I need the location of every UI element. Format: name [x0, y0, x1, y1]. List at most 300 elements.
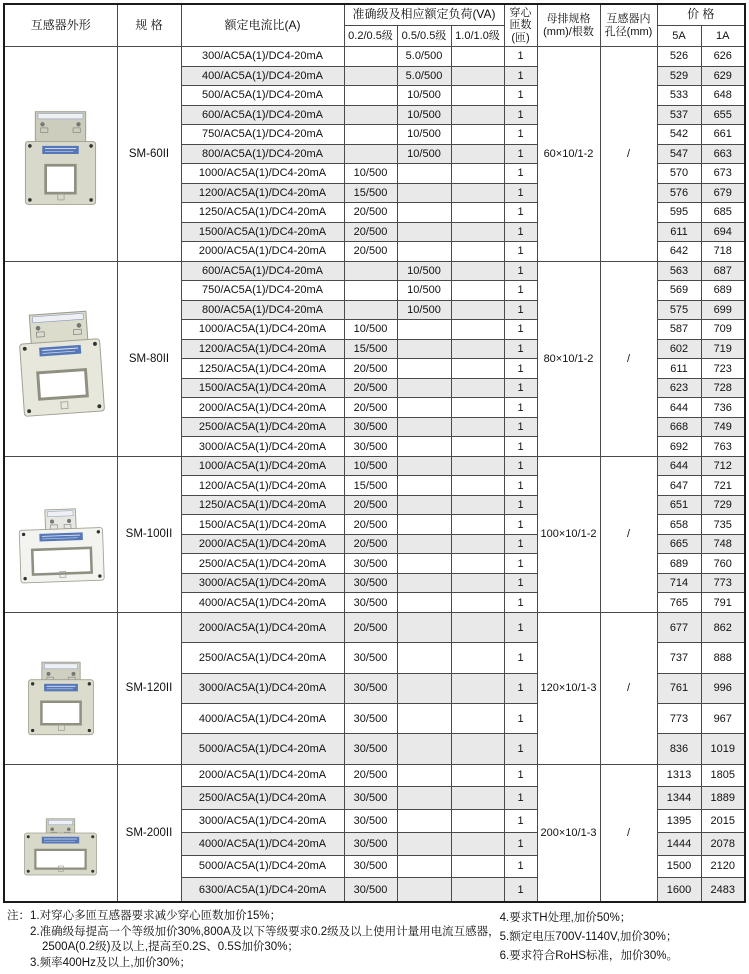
accuracy-05-cell: 5.0/500 — [397, 47, 451, 67]
turns-cell: 1 — [504, 612, 537, 642]
accuracy-10-cell — [451, 261, 504, 281]
price-5a-cell: 644 — [657, 456, 701, 476]
header-spec: 规 格 — [117, 4, 181, 47]
accuracy-10-cell — [451, 66, 504, 86]
accuracy-10-cell — [451, 534, 504, 554]
accuracy-10-cell — [451, 398, 504, 418]
accuracy-05-cell — [397, 378, 451, 398]
turns-cell: 1 — [504, 734, 537, 764]
price-1a-cell: 712 — [701, 456, 745, 476]
price-1a-cell: 729 — [701, 495, 745, 515]
current-ratio-cell: 2500/AC5A(1)/DC4-20mA — [181, 643, 344, 673]
accuracy-10-cell — [451, 86, 504, 106]
price-5a-cell: 1395 — [657, 810, 701, 833]
accuracy-10-cell — [451, 476, 504, 496]
price-5a-cell: 644 — [657, 398, 701, 418]
accuracy-05-cell — [397, 359, 451, 379]
footnotes — [3, 903, 746, 971]
accuracy-10-cell — [451, 164, 504, 184]
accuracy-10-cell — [451, 673, 504, 703]
current-ratio-cell: 2500/AC5A(1)/DC4-20mA — [181, 417, 344, 437]
accuracy-02-cell: 30/500 — [344, 787, 397, 810]
accuracy-05-cell — [397, 164, 451, 184]
accuracy-05-cell — [397, 573, 451, 593]
accuracy-02-cell: 15/500 — [344, 339, 397, 359]
accuracy-02-cell: 20/500 — [344, 203, 397, 223]
header-busbar: 母排规格(mm)/根数 — [537, 4, 600, 47]
turns-cell: 1 — [504, 183, 537, 203]
turns-cell: 1 — [504, 810, 537, 833]
accuracy-02-cell: 20/500 — [344, 612, 397, 642]
price-1a-cell: 687 — [701, 261, 745, 281]
busbar-spec-cell: 120×10/1-3 — [537, 612, 600, 764]
price-5a-cell: 647 — [657, 476, 701, 496]
accuracy-02-cell: 30/500 — [344, 878, 397, 902]
turns-cell: 1 — [504, 378, 537, 398]
price-5a-cell: 737 — [657, 643, 701, 673]
price-5a-cell: 642 — [657, 242, 701, 262]
price-1a-cell: 888 — [701, 643, 745, 673]
header-shape: 互感器外形 — [4, 4, 117, 47]
sm-60ii-transformer-photo — [4, 47, 117, 262]
accuracy-10-cell — [451, 703, 504, 733]
accuracy-02-cell — [344, 125, 397, 145]
spec-model-label: SM-60II — [117, 47, 181, 262]
current-ratio-cell: 1500/AC5A(1)/DC4-20mA — [181, 515, 344, 535]
accuracy-05-cell — [397, 554, 451, 574]
accuracy-10-cell — [451, 832, 504, 855]
price-1a-cell: 699 — [701, 300, 745, 320]
accuracy-02-cell: 20/500 — [344, 378, 397, 398]
price-5a-cell: 602 — [657, 339, 701, 359]
price-5a-cell: 773 — [657, 703, 701, 733]
price-1a-cell: 685 — [701, 203, 745, 223]
turns-cell: 1 — [504, 554, 537, 574]
accuracy-02-cell — [344, 47, 397, 67]
accuracy-02-cell: 30/500 — [344, 437, 397, 457]
accuracy-10-cell — [451, 417, 504, 437]
turns-cell: 1 — [504, 417, 537, 437]
table-row — [4, 612, 745, 642]
accuracy-05-cell: 10/500 — [397, 144, 451, 164]
turns-cell: 1 — [504, 261, 537, 281]
table-row — [4, 764, 745, 787]
accuracy-10-cell — [451, 144, 504, 164]
accuracy-02-cell — [344, 300, 397, 320]
turns-cell: 1 — [504, 222, 537, 242]
turns-cell: 1 — [504, 339, 537, 359]
price-5a-cell: 595 — [657, 203, 701, 223]
accuracy-05-cell — [397, 673, 451, 703]
accuracy-10-cell — [451, 242, 504, 262]
price-1a-cell: 728 — [701, 378, 745, 398]
accuracy-02-cell: 30/500 — [344, 734, 397, 764]
table-header — [4, 4, 745, 47]
spec-model-label: SM-120II — [117, 612, 181, 764]
price-5a-cell: 1313 — [657, 764, 701, 787]
price-1a-cell: 773 — [701, 573, 745, 593]
turns-cell: 1 — [504, 787, 537, 810]
accuracy-02-cell — [344, 66, 397, 86]
current-ratio-cell: 2000/AC5A(1)/DC4-20mA — [181, 764, 344, 787]
price-1a-cell: 655 — [701, 105, 745, 125]
price-1a-cell: 626 — [701, 47, 745, 67]
accuracy-02-cell: 20/500 — [344, 534, 397, 554]
accuracy-02-cell: 20/500 — [344, 515, 397, 535]
sm-120ii-transformer-photo — [4, 612, 117, 764]
current-ratio-cell: 3000/AC5A(1)/DC4-20mA — [181, 437, 344, 457]
price-5a-cell: 658 — [657, 515, 701, 535]
current-ratio-cell: 6300/AC5A(1)/DC4-20mA — [181, 878, 344, 902]
price-5a-cell: 526 — [657, 47, 701, 67]
current-ratio-cell: 2000/AC5A(1)/DC4-20mA — [181, 612, 344, 642]
price-1a-cell: 2078 — [701, 832, 745, 855]
current-ratio-cell: 4000/AC5A(1)/DC4-20mA — [181, 832, 344, 855]
turns-cell: 1 — [504, 281, 537, 301]
turns-cell: 1 — [504, 476, 537, 496]
price-1a-cell: 719 — [701, 339, 745, 359]
busbar-spec-cell: 200×10/1-3 — [537, 764, 600, 902]
accuracy-02-cell: 20/500 — [344, 359, 397, 379]
turns-cell: 1 — [504, 320, 537, 340]
accuracy-10-cell — [451, 183, 504, 203]
accuracy-10-cell — [451, 878, 504, 902]
price-5a-cell: 570 — [657, 164, 701, 184]
price-1a-cell: 967 — [701, 703, 745, 733]
price-1a-cell: 1019 — [701, 734, 745, 764]
accuracy-10-cell — [451, 281, 504, 301]
turns-cell: 1 — [504, 359, 537, 379]
accuracy-10-cell — [451, 339, 504, 359]
accuracy-02-cell: 20/500 — [344, 242, 397, 262]
accuracy-05-cell — [397, 612, 451, 642]
price-1a-cell: 735 — [701, 515, 745, 535]
price-1a-cell: 749 — [701, 417, 745, 437]
price-5a-cell: 651 — [657, 495, 701, 515]
accuracy-05-cell — [397, 242, 451, 262]
current-ratio-cell: 600/AC5A(1)/DC4-20mA — [181, 105, 344, 125]
price-1a-cell: 763 — [701, 437, 745, 457]
accuracy-02-cell: 30/500 — [344, 554, 397, 574]
table-row — [4, 261, 745, 281]
accuracy-05-cell — [397, 703, 451, 733]
current-ratio-cell: 1250/AC5A(1)/DC4-20mA — [181, 359, 344, 379]
price-1a-cell: 862 — [701, 612, 745, 642]
current-ratio-cell: 5000/AC5A(1)/DC4-20mA — [181, 734, 344, 764]
turns-cell: 1 — [504, 125, 537, 145]
price-5a-cell: 692 — [657, 437, 701, 457]
accuracy-05-cell — [397, 476, 451, 496]
turns-cell: 1 — [504, 144, 537, 164]
current-ratio-cell: 750/AC5A(1)/DC4-20mA — [181, 281, 344, 301]
accuracy-10-cell — [451, 787, 504, 810]
header-price-5a: 5A — [657, 26, 701, 47]
current-ratio-cell: 2000/AC5A(1)/DC4-20mA — [181, 242, 344, 262]
accuracy-05-cell — [397, 183, 451, 203]
accuracy-05-cell — [397, 534, 451, 554]
current-ratio-cell: 1000/AC5A(1)/DC4-20mA — [181, 320, 344, 340]
price-5a-cell: 668 — [657, 417, 701, 437]
footnote-item: 2500A(0.2级)及以上,提高至0.2S、0.5S加价30%； — [42, 941, 299, 953]
price-5a-cell: 761 — [657, 673, 701, 703]
accuracy-10-cell — [451, 320, 504, 340]
accuracy-02-cell: 30/500 — [344, 593, 397, 613]
accuracy-05-cell — [397, 222, 451, 242]
footnote-item: 3.频率400Hz及以上,加价30%； — [30, 956, 192, 969]
price-1a-cell: 1805 — [701, 764, 745, 787]
accuracy-02-cell: 20/500 — [344, 398, 397, 418]
spec-model-label: SM-80II — [117, 261, 181, 456]
accuracy-05-cell — [397, 593, 451, 613]
price-1a-cell: 2483 — [701, 878, 745, 902]
accuracy-02-cell: 15/500 — [344, 183, 397, 203]
accuracy-10-cell — [451, 643, 504, 673]
accuracy-10-cell — [451, 203, 504, 223]
header-price-group: 价 格 — [657, 4, 745, 26]
accuracy-10-cell — [451, 764, 504, 787]
price-5a-cell: 1444 — [657, 832, 701, 855]
accuracy-02-cell: 30/500 — [344, 417, 397, 437]
price-1a-cell: 2120 — [701, 855, 745, 878]
accuracy-05-cell: 10/500 — [397, 281, 451, 301]
turns-cell: 1 — [504, 573, 537, 593]
footnotes-left-column — [7, 909, 500, 971]
spec-model-label: SM-200II — [117, 764, 181, 902]
accuracy-10-cell — [451, 734, 504, 764]
turns-cell: 1 — [504, 398, 537, 418]
turns-cell: 1 — [504, 86, 537, 106]
price-5a-cell: 665 — [657, 534, 701, 554]
price-1a-cell: 748 — [701, 534, 745, 554]
accuracy-05-cell — [397, 810, 451, 833]
accuracy-02-cell: 30/500 — [344, 832, 397, 855]
current-ratio-cell: 3000/AC5A(1)/DC4-20mA — [181, 573, 344, 593]
price-1a-cell: 629 — [701, 66, 745, 86]
price-5a-cell: 765 — [657, 593, 701, 613]
price-1a-cell: 791 — [701, 593, 745, 613]
accuracy-10-cell — [451, 378, 504, 398]
footnote-item: 6.要求符合RoHS标准，加价30%。 — [499, 950, 678, 962]
bore-diameter-cell: / — [600, 612, 657, 764]
bore-diameter-cell: / — [600, 47, 657, 262]
accuracy-05-cell — [397, 855, 451, 878]
accuracy-02-cell — [344, 86, 397, 106]
price-5a-cell: 576 — [657, 183, 701, 203]
accuracy-10-cell — [451, 810, 504, 833]
accuracy-02-cell — [344, 105, 397, 125]
bore-diameter-cell: / — [600, 261, 657, 456]
header-ratio: 额定电流比(A) — [181, 4, 344, 47]
price-1a-cell: 689 — [701, 281, 745, 301]
turns-cell: 1 — [504, 643, 537, 673]
accuracy-05-cell — [397, 878, 451, 902]
busbar-spec-cell: 80×10/1-2 — [537, 261, 600, 456]
current-ratio-cell: 800/AC5A(1)/DC4-20mA — [181, 300, 344, 320]
price-5a-cell: 575 — [657, 300, 701, 320]
current-ratio-cell: 1000/AC5A(1)/DC4-20mA — [181, 164, 344, 184]
accuracy-02-cell: 20/500 — [344, 764, 397, 787]
current-ratio-cell: 800/AC5A(1)/DC4-20mA — [181, 144, 344, 164]
accuracy-10-cell — [451, 855, 504, 878]
current-ratio-cell: 1500/AC5A(1)/DC4-20mA — [181, 378, 344, 398]
turns-cell: 1 — [504, 242, 537, 262]
header-price-1a: 1A — [701, 26, 745, 47]
accuracy-02-cell: 10/500 — [344, 456, 397, 476]
current-ratio-cell: 4000/AC5A(1)/DC4-20mA — [181, 593, 344, 613]
turns-cell: 1 — [504, 703, 537, 733]
accuracy-02-cell: 10/500 — [344, 320, 397, 340]
accuracy-05-cell: 10/500 — [397, 261, 451, 281]
current-ratio-cell: 300/AC5A(1)/DC4-20mA — [181, 47, 344, 67]
accuracy-02-cell: 30/500 — [344, 810, 397, 833]
price-5a-cell: 533 — [657, 86, 701, 106]
accuracy-05-cell — [397, 515, 451, 535]
spec-table-body — [4, 47, 745, 903]
price-5a-cell: 689 — [657, 554, 701, 574]
price-5a-cell: 529 — [657, 66, 701, 86]
accuracy-10-cell — [451, 47, 504, 67]
current-ratio-cell: 400/AC5A(1)/DC4-20mA — [181, 66, 344, 86]
turns-cell: 1 — [504, 515, 537, 535]
accuracy-02-cell: 30/500 — [344, 643, 397, 673]
accuracy-05-cell: 10/500 — [397, 105, 451, 125]
transformer-spec-price-table — [3, 3, 746, 903]
price-5a-cell: 569 — [657, 281, 701, 301]
turns-cell: 1 — [504, 47, 537, 67]
sm-100ii-transformer-photo — [4, 456, 117, 612]
accuracy-10-cell — [451, 612, 504, 642]
price-1a-cell: 694 — [701, 222, 745, 242]
accuracy-02-cell: 10/500 — [344, 164, 397, 184]
accuracy-05-cell: 10/500 — [397, 125, 451, 145]
price-5a-cell: 563 — [657, 261, 701, 281]
price-1a-cell: 648 — [701, 86, 745, 106]
turns-cell: 1 — [504, 764, 537, 787]
price-1a-cell: 2015 — [701, 810, 745, 833]
accuracy-10-cell — [451, 593, 504, 613]
accuracy-02-cell: 30/500 — [344, 673, 397, 703]
price-5a-cell: 611 — [657, 222, 701, 242]
accuracy-10-cell — [451, 125, 504, 145]
accuracy-02-cell: 30/500 — [344, 855, 397, 878]
current-ratio-cell: 1200/AC5A(1)/DC4-20mA — [181, 183, 344, 203]
header-turns: 穿心匝数(匝) — [504, 4, 537, 47]
accuracy-02-cell — [344, 261, 397, 281]
accuracy-05-cell — [397, 398, 451, 418]
current-ratio-cell: 2000/AC5A(1)/DC4-20mA — [181, 534, 344, 554]
price-1a-cell: 736 — [701, 398, 745, 418]
turns-cell: 1 — [504, 673, 537, 703]
accuracy-05-cell — [397, 832, 451, 855]
current-ratio-cell: 750/AC5A(1)/DC4-20mA — [181, 125, 344, 145]
accuracy-02-cell: 30/500 — [344, 703, 397, 733]
current-ratio-cell: 4000/AC5A(1)/DC4-20mA — [181, 703, 344, 733]
current-ratio-cell: 1200/AC5A(1)/DC4-20mA — [181, 339, 344, 359]
spec-model-label: SM-100II — [117, 456, 181, 612]
turns-cell: 1 — [504, 878, 537, 902]
price-5a-cell: 537 — [657, 105, 701, 125]
current-ratio-cell: 1250/AC5A(1)/DC4-20mA — [181, 495, 344, 515]
turns-cell: 1 — [504, 832, 537, 855]
accuracy-10-cell — [451, 300, 504, 320]
current-ratio-cell: 2500/AC5A(1)/DC4-20mA — [181, 787, 344, 810]
accuracy-10-cell — [451, 573, 504, 593]
accuracy-02-cell: 20/500 — [344, 222, 397, 242]
turns-cell: 1 — [504, 105, 537, 125]
footnote-item: 5.额定电压700V-1140V,加价30%； — [499, 931, 678, 943]
accuracy-05-cell — [397, 764, 451, 787]
accuracy-02-cell: 15/500 — [344, 476, 397, 496]
current-ratio-cell: 2500/AC5A(1)/DC4-20mA — [181, 554, 344, 574]
price-1a-cell: 996 — [701, 673, 745, 703]
busbar-spec-cell: 100×10/1-2 — [537, 456, 600, 612]
current-ratio-cell: 1000/AC5A(1)/DC4-20mA — [181, 456, 344, 476]
price-5a-cell: 547 — [657, 144, 701, 164]
accuracy-10-cell — [451, 456, 504, 476]
price-5a-cell: 1344 — [657, 787, 701, 810]
price-5a-cell: 714 — [657, 573, 701, 593]
current-ratio-cell: 1250/AC5A(1)/DC4-20mA — [181, 203, 344, 223]
accuracy-05-cell: 5.0/500 — [397, 66, 451, 86]
turns-cell: 1 — [504, 66, 537, 86]
current-ratio-cell: 5000/AC5A(1)/DC4-20mA — [181, 855, 344, 878]
accuracy-05-cell — [397, 734, 451, 764]
bore-diameter-cell: / — [600, 456, 657, 612]
current-ratio-cell: 500/AC5A(1)/DC4-20mA — [181, 86, 344, 106]
price-5a-cell: 623 — [657, 378, 701, 398]
table-row — [4, 456, 745, 476]
accuracy-05-cell — [397, 339, 451, 359]
accuracy-02-cell — [344, 144, 397, 164]
bore-diameter-cell: / — [600, 764, 657, 902]
footnote-item: 1.对穿心多匝互感器要求减少穿心匝数加价15%； — [30, 910, 282, 922]
turns-cell: 1 — [504, 203, 537, 223]
accuracy-10-cell — [451, 554, 504, 574]
price-5a-cell: 1500 — [657, 855, 701, 878]
accuracy-05-cell: 10/500 — [397, 300, 451, 320]
header-accuracy-05: 0.5/0.5级 — [397, 26, 451, 47]
accuracy-05-cell — [397, 456, 451, 476]
price-1a-cell: 709 — [701, 320, 745, 340]
accuracy-02-cell: 20/500 — [344, 495, 397, 515]
accuracy-10-cell — [451, 437, 504, 457]
accuracy-05-cell — [397, 787, 451, 810]
turns-cell: 1 — [504, 495, 537, 515]
price-1a-cell: 661 — [701, 125, 745, 145]
current-ratio-cell: 1200/AC5A(1)/DC4-20mA — [181, 476, 344, 496]
price-5a-cell: 542 — [657, 125, 701, 145]
accuracy-05-cell — [397, 495, 451, 515]
header-accuracy-02: 0.2/0.5级 — [344, 26, 397, 47]
turns-cell: 1 — [504, 164, 537, 184]
price-1a-cell: 718 — [701, 242, 745, 262]
current-ratio-cell: 600/AC5A(1)/DC4-20mA — [181, 261, 344, 281]
accuracy-10-cell — [451, 359, 504, 379]
turns-cell: 1 — [504, 593, 537, 613]
price-5a-cell: 677 — [657, 612, 701, 642]
sm-200ii-transformer-photo — [4, 764, 117, 902]
current-ratio-cell: 1500/AC5A(1)/DC4-20mA — [181, 222, 344, 242]
current-ratio-cell: 3000/AC5A(1)/DC4-20mA — [181, 673, 344, 703]
header-bore: 互感器内孔径(mm) — [600, 4, 657, 47]
accuracy-10-cell — [451, 222, 504, 242]
accuracy-05-cell — [397, 320, 451, 340]
accuracy-05-cell — [397, 203, 451, 223]
price-1a-cell: 663 — [701, 144, 745, 164]
turns-cell: 1 — [504, 437, 537, 457]
sm-80ii-transformer-photo — [4, 261, 117, 456]
current-ratio-cell: 3000/AC5A(1)/DC4-20mA — [181, 810, 344, 833]
